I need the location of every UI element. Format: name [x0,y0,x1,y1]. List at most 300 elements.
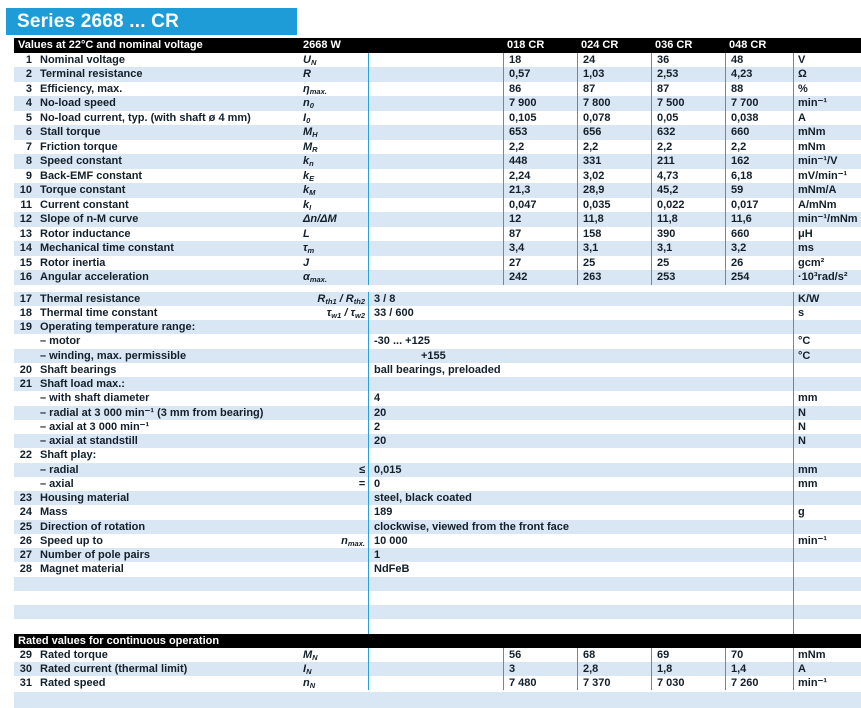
row-symbol: $\eta_{max.}$ [303,82,327,96]
row-symbol: ≤ [358,463,365,476]
cell-value: 20 [368,434,793,448]
cell-value: 331 [577,154,651,169]
cell-value: 12 [503,212,577,227]
cell-value: 656 [577,125,651,140]
column-spacer [368,67,503,82]
row-symbol: $\tau_{w1} / \tau_{w2}$ [326,306,365,320]
cell-value [368,591,793,605]
cell-value: 88 [725,82,793,97]
section-gap [14,285,861,292]
row-symbol: $k_M$ [303,184,316,197]
cell-value: 0,047 [503,198,577,213]
row-label-text: Operating temperature range: [40,321,196,333]
row-number: 21 [19,378,32,390]
row-label [32,363,368,377]
row-label [32,434,368,448]
row-label: Rated current (thermal limit) [40,663,188,675]
row-label-text: Shaft load max.: [40,378,125,390]
cell-value: 254 [725,270,793,285]
cell-value: 660 [725,125,793,140]
row-label [32,491,368,505]
table-row [14,477,861,491]
row-symbol: $\tau_m$ [303,242,315,255]
rated-values-section [14,648,861,708]
cell-value: 263 [577,270,651,285]
column-spacer [368,169,503,184]
row-label-text: – with shaft diameter [40,392,150,405]
cell-value: 25 [577,256,651,271]
cell-value: 6,18 [725,169,793,184]
row-label: Friction torque [40,140,118,153]
cell-value: 0,078 [577,111,651,126]
row-label [32,548,368,562]
cell-value: 7 370 [577,676,651,690]
row-symbol: $\alpha_{max.}$ [303,271,327,284]
cell-value: 1,8 [651,662,725,676]
cell-value [368,377,793,391]
cell-value: 0,105 [503,111,577,126]
cell-value: 7 700 [725,96,793,111]
table-row [14,140,861,155]
row-unit: min⁻¹ [793,676,861,690]
row-unit: mm [793,477,861,491]
row-number [14,334,32,348]
row-label [32,534,368,548]
cell-value: 0,05 [651,111,725,126]
row-unit: A [793,111,861,126]
table-row [14,562,861,576]
cell-value: steel, black coated [368,491,793,505]
row-number: 16 [19,271,32,283]
row-symbol: = [358,477,365,490]
cell-value: 70 [725,648,793,662]
row-label: Terminal resistance [40,68,143,80]
cell-value: 3,02 [577,169,651,184]
row-symbol: $n_{max.}$ [341,534,365,548]
row-label-text: Mass [40,506,68,519]
row-number: 14 [19,242,32,254]
mechanical-data-section [14,292,861,634]
cell-value: 56 [503,648,577,662]
column-spacer [368,198,503,213]
table-row [14,662,861,676]
cell-value: 1 [368,548,793,562]
row-label [32,591,368,605]
column-spacer [368,676,503,690]
row-label-text: – winding, max. permissible [40,349,187,362]
row-number [14,406,32,420]
cell-value: 3,4 [503,241,577,256]
row-number: 15 [19,256,32,269]
cell-value: 28,9 [577,183,651,198]
row-number: 2 [25,68,32,80]
row-label: Speed constant [40,155,122,167]
table-row [14,256,861,271]
column-spacer [368,227,503,242]
column-spacer [368,212,503,227]
table-row [14,548,861,562]
row-number: 20 [19,363,32,376]
table-row [14,241,861,256]
row-number: 5 [25,111,32,124]
row-unit [793,377,861,391]
table-row [14,198,861,213]
cell-value: 11,8 [651,212,725,227]
row-number: 11 [20,198,32,211]
row-number [14,605,32,619]
row-symbol: L [303,227,310,240]
row-symbol: $I_N$ [303,663,312,676]
table-row [14,577,861,591]
cell-value: 0 [368,477,793,491]
column-spacer [368,140,503,155]
row-number: 3 [25,82,32,95]
table-row [14,67,861,82]
cell-value [368,605,793,619]
table-row [14,292,861,306]
cell-value: 0,035 [577,198,651,213]
row-label: Angular acceleration [40,271,149,283]
row-label-text: Speed up to [40,534,103,547]
row-label-text: Direction of rotation [40,520,146,533]
cell-value: 2,2 [651,140,725,155]
cell-value: 632 [651,125,725,140]
row-label [32,292,368,306]
cell-value: ball bearings, preloaded [368,363,793,377]
column-header-024cr: 024 CR [581,39,619,51]
table-row [14,406,861,420]
row-label [32,477,368,491]
row-unit: N [793,406,861,420]
cell-value: 25 [651,256,725,271]
row-number: 9 [25,169,32,182]
cell-value: 33 / 600 [368,306,793,320]
column-header-036cr: 036 CR [655,39,693,51]
table-row [14,591,861,605]
column-header-018cr: 018 CR [507,39,545,51]
row-unit: mm [793,391,861,405]
row-number [14,619,32,633]
row-number [14,434,32,448]
cell-value: +155 [368,349,793,363]
row-unit: min⁻¹/V [793,154,861,169]
row-symbol: $k_I$ [303,198,312,212]
cell-value: 11,8 [577,212,651,227]
column-spacer [368,662,503,676]
row-symbol: $M_N$ [303,649,318,662]
row-number: 6 [25,126,32,138]
cell-value: 0,57 [503,67,577,82]
row-label: Nominal voltage [40,53,125,66]
row-number [14,463,32,477]
cell-value: 253 [651,270,725,285]
row-number: 23 [19,492,32,504]
row-unit: °C [793,334,861,348]
row-unit: gcm² [793,256,861,271]
table-row [14,53,861,68]
row-unit [793,591,861,605]
row-number: 28 [19,563,32,576]
row-number: 26 [19,534,32,547]
cell-value: 2,2 [503,140,577,155]
table-row [14,82,861,97]
cell-value: 2,2 [577,140,651,155]
row-number: 24 [19,506,32,519]
row-number [14,577,32,591]
row-label [32,562,368,576]
cell-value: 448 [503,154,577,169]
row-label-text: Housing material [40,492,130,504]
cell-value: clockwise, viewed from the front face [368,520,793,534]
table-row [14,169,861,184]
cell-value [368,619,793,633]
row-symbol: J [303,256,310,269]
row-unit: μH [793,227,861,242]
row-number: 22 [19,449,32,462]
column-spacer [368,125,503,140]
cell-value: 2,53 [651,67,725,82]
cell-value: 7 800 [577,96,651,111]
row-label-text: – axial at standstill [40,435,138,447]
row-label [32,619,368,633]
cell-value: 2,8 [577,662,651,676]
cell-value: 158 [577,227,651,242]
row-number: 1 [25,53,32,66]
cell-value: 3,2 [725,241,793,256]
cell-value [368,577,793,591]
row-symbol: $M_H$ [303,126,318,139]
table-row [14,505,861,519]
table-row [14,420,861,434]
row-unit: ms [793,241,861,256]
row-unit [793,320,861,334]
cell-value [368,448,793,462]
table-header-bar [14,38,861,53]
row-unit: s [793,306,861,320]
cell-value: 68 [577,648,651,662]
row-number: 7 [25,140,32,153]
cell-value: 86 [503,82,577,97]
row-number: 10 [19,184,32,196]
row-label: Mechanical time constant [40,242,174,254]
row-unit: K/W [793,292,861,306]
table-row [14,183,861,198]
cell-value: 45,2 [651,183,725,198]
cell-value: 660 [725,227,793,242]
table-row [14,270,861,285]
row-unit [793,605,861,619]
cell-value: 3 / 8 [368,292,793,306]
table-row [14,111,861,126]
row-label-text: Shaft play: [40,449,97,462]
row-unit: % [793,82,861,97]
row-number: 8 [25,155,32,167]
table-row [14,334,861,348]
row-number: 13 [19,227,32,240]
row-label [32,349,368,363]
row-unit [793,562,861,576]
row-label [32,505,368,519]
row-label [32,463,368,477]
row-unit: mNm [793,140,861,155]
column-spacer [368,270,503,285]
row-symbol: $U_N$ [303,53,317,67]
rated-values-bar [14,634,861,649]
cell-value: 3,1 [577,241,651,256]
row-unit [793,491,861,505]
row-number: 27 [19,549,32,561]
row-number: 12 [19,213,32,225]
column-header-048cr: 048 CR [729,39,767,51]
table-row [14,619,861,633]
row-unit: g [793,505,861,519]
series-variant-label: 2668 W [303,39,341,51]
cell-value: 4,23 [725,67,793,82]
row-number: 25 [19,520,32,533]
row-unit: min⁻¹ [793,534,861,548]
cell-value: 26 [725,256,793,271]
cell-value: 48 [725,53,793,68]
table-row [14,448,861,462]
table-row [14,648,861,662]
row-number: 29 [19,649,32,661]
row-symbol: $k_E$ [303,169,315,183]
table-row [14,154,861,169]
table-row [14,363,861,377]
cell-value: -30 ... +125 [368,334,793,348]
cell-value: 59 [725,183,793,198]
cell-value: 7 030 [651,676,725,690]
row-unit: N [793,420,861,434]
column-spacer [368,183,503,198]
table-row [14,520,861,534]
cell-value: 390 [651,227,725,242]
table-row [14,377,861,391]
table-row [14,320,861,334]
row-unit: N [793,434,861,448]
row-label: Back-EMF constant [40,169,143,182]
row-label [32,391,368,405]
cell-value: 0,015 [368,463,793,477]
row-label: Rated torque [40,649,108,661]
row-symbol: $n_N$ [303,677,316,690]
column-spacer [368,96,503,111]
column-spacer [368,82,503,97]
table-row [14,605,861,619]
row-number: 18 [19,306,32,319]
cell-value: 2 [368,420,793,434]
table-row [14,534,861,548]
row-unit: V [793,53,861,68]
footer-stripe [14,692,861,708]
cell-value: 3,1 [651,241,725,256]
cell-value: 27 [503,256,577,271]
cell-value [368,320,793,334]
row-number [14,349,32,363]
row-unit [793,619,861,633]
row-label-text: Thermal resistance [40,292,141,305]
table-row [14,125,861,140]
cell-value: 24 [577,53,651,68]
column-spacer [368,111,503,126]
row-number: 19 [19,321,32,333]
row-symbol: $R_{th1} / R_{th2}$ [317,292,365,306]
row-unit: Ω [793,67,861,82]
row-number: 31 [19,677,32,689]
table-row [14,491,861,505]
row-label-text: – radial [40,463,79,476]
row-number [14,391,32,405]
table-row [14,96,861,111]
column-spacer [368,154,503,169]
row-label [32,334,368,348]
row-number: 17 [19,292,32,305]
column-spacer [368,53,503,68]
cell-value: NdFeB [368,562,793,576]
row-number [14,591,32,605]
row-symbol: Δn/ΔM [303,213,337,225]
row-label-text: – axial at 3 000 min⁻¹ [40,420,150,433]
cell-value: 20 [368,406,793,420]
row-label [32,320,368,334]
row-unit: A [793,662,861,676]
row-label-text: Magnet material [40,563,124,576]
row-label: No-load current, typ. (with shaft ø 4 mm) [40,111,251,124]
row-unit: mNm/A [793,183,861,198]
table-row [14,212,861,227]
cell-value: 211 [651,154,725,169]
table-row [14,349,861,363]
row-unit: mNm [793,648,861,662]
row-symbol: R [303,68,311,80]
cell-value: 1,03 [577,67,651,82]
cell-value: 4 [368,391,793,405]
cell-value: 11,6 [725,212,793,227]
page-title: Series 2668 ... CR [6,8,297,35]
row-unit: mm [793,463,861,477]
row-label [32,420,368,434]
row-label [32,605,368,619]
row-unit: ·10³rad/s² [793,270,861,285]
cell-value: 2,2 [725,140,793,155]
row-label: Current constant [40,198,129,211]
row-symbol: $n_0$ [303,97,314,110]
rated-values-caption: Rated values for continuous operation [18,634,220,647]
cell-value: 87 [651,82,725,97]
row-label [32,377,368,391]
row-label [32,577,368,591]
cell-value: 2,24 [503,169,577,184]
cell-value: 7 480 [503,676,577,690]
cell-value: 18 [503,53,577,68]
row-label-text: – motor [40,335,81,348]
cell-value: 653 [503,125,577,140]
cell-value: 10 000 [368,534,793,548]
table-row [14,391,861,405]
row-unit: min⁻¹/mNm [793,212,861,227]
row-unit [793,577,861,591]
row-label: No-load speed [40,97,116,109]
row-label: Rotor inductance [40,227,131,240]
row-label-text: Number of pole pairs [40,549,151,561]
row-unit [793,448,861,462]
row-symbol: $k_n$ [303,155,314,168]
row-label [32,406,368,420]
cell-value: 162 [725,154,793,169]
cell-value: 7 500 [651,96,725,111]
table-row [14,306,861,320]
row-unit: °C [793,349,861,363]
